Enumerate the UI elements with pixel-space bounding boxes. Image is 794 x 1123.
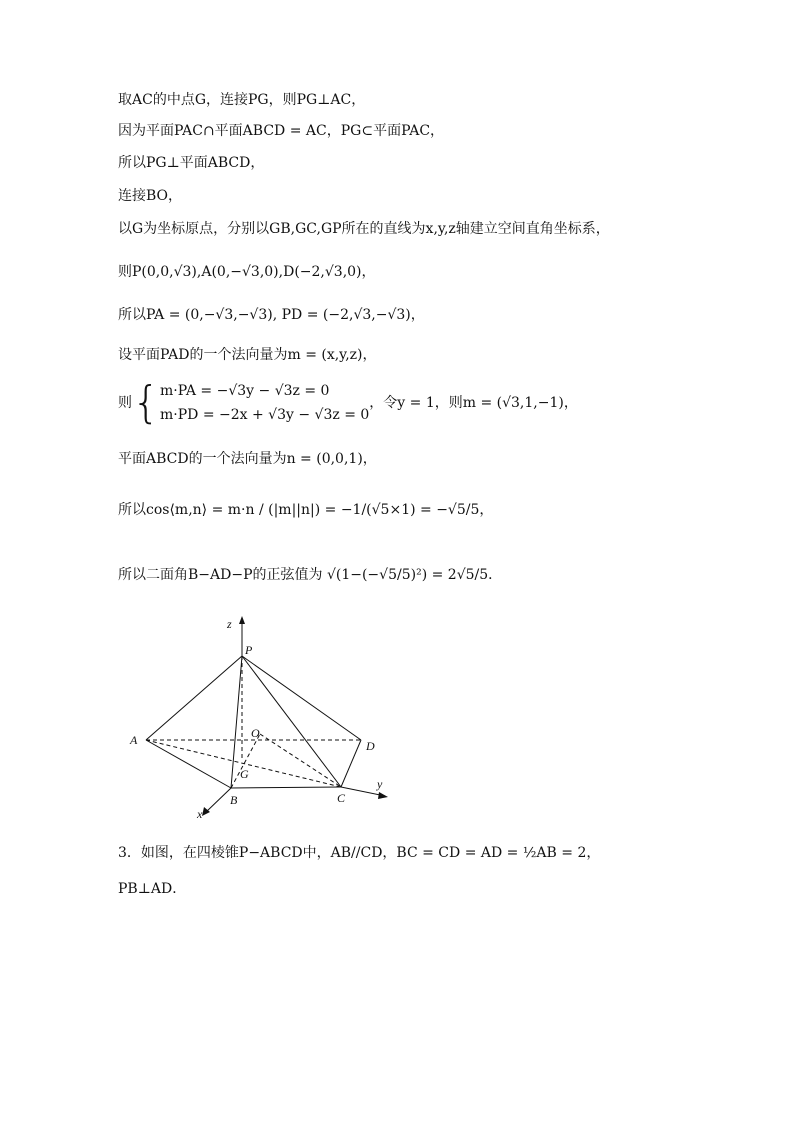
edge-AB <box>146 740 231 788</box>
solution-line-6 <box>118 262 376 282</box>
solution-text-6: 则P(0,0,√3),A(0,−√3,0),D(−2,√3,0)， <box>118 264 376 280</box>
solution-line-12 <box>118 565 502 585</box>
label-z: z <box>227 617 232 631</box>
edge-BC <box>231 787 341 788</box>
edge-PA <box>146 656 242 740</box>
problem-line-1 <box>118 843 600 863</box>
label-x: x <box>197 807 203 821</box>
label-y: y <box>377 777 383 791</box>
then-label: 则 <box>118 395 132 411</box>
edge-PD <box>242 656 361 740</box>
solution-text-10: 平面ABCD的一个法向量为n = (0,0,1)， <box>118 451 377 467</box>
problem-line-2 <box>118 879 186 899</box>
solution-text-3: 所以PG⊥平面ABCD， <box>118 155 265 171</box>
solution-line-2 <box>118 121 444 141</box>
equation-2: m·PD = −2x + √3y − √3z = 0 <box>160 407 370 423</box>
x-axis-arrow <box>202 807 210 816</box>
equation-1: m·PA = −√3y − √3z = 0 <box>160 383 330 399</box>
solution-text-5: 以G为坐标原点，分别以GB,GC,GP所在的直线为x,y,z轴建立空间直角坐标系， <box>118 221 610 237</box>
z-axis-arrow <box>239 616 245 624</box>
y-axis-arrow <box>378 792 388 799</box>
label-O: O <box>251 726 260 740</box>
problem-text-1: 3．如图，在四棱锥P−ABCD中，AB//CD，BC = CD = AD = ½AB = 2， <box>118 845 601 861</box>
solution-line-11 <box>118 500 493 520</box>
solution-line-9 <box>118 378 578 428</box>
solution-line-4 <box>118 186 182 206</box>
solution-line-3 <box>118 153 264 173</box>
solution-text-7: 所以PA = (0,−√3,−√3), PD = (−2,√3,−√3)， <box>118 307 425 323</box>
solution-line-8 <box>118 345 377 365</box>
edge-CD <box>341 740 361 787</box>
edge-OC-hidden <box>260 734 341 787</box>
pyramid-figure <box>120 610 400 825</box>
solution-text-1: 取AC的中点G，连接PG，则PG⊥AC， <box>118 92 366 108</box>
solution-line-7 <box>118 305 425 325</box>
solution-text-9c: ，令y = 1，则m = (√3,1,−1)， <box>369 395 578 411</box>
label-G: G <box>240 767 249 781</box>
solution-line-10 <box>118 449 377 469</box>
solution-line-5 <box>118 219 610 239</box>
solution-text-2: 因为平面PAC∩平面ABCD = AC，PG⊂平面PAC， <box>118 123 445 139</box>
solution-text-4: 连接BO， <box>118 188 183 204</box>
solution-line-1 <box>118 90 365 110</box>
problem-text-2: PB⊥AD． <box>118 881 187 897</box>
edge-PC <box>242 656 341 787</box>
label-C: C <box>337 791 346 805</box>
left-brace: { <box>132 377 160 428</box>
solution-text-12: 所以二面角B−AD−P的正弦值为 √(1−(−√5/5)²) = 2√5/5． <box>118 567 503 583</box>
label-B: B <box>230 793 238 807</box>
solution-text-11: 所以cos⟨m,n⟩ = m·n / (|m||n|) = −1/(√5×1) = −√5/5， <box>118 502 494 518</box>
label-D: D <box>366 739 375 753</box>
equation-system <box>160 379 369 427</box>
label-A: A <box>130 733 138 747</box>
solution-text-8: 设平面PAD的一个法向量为m = (x,y,z)， <box>118 347 377 363</box>
label-P: P <box>245 643 253 657</box>
x-axis <box>205 788 231 813</box>
